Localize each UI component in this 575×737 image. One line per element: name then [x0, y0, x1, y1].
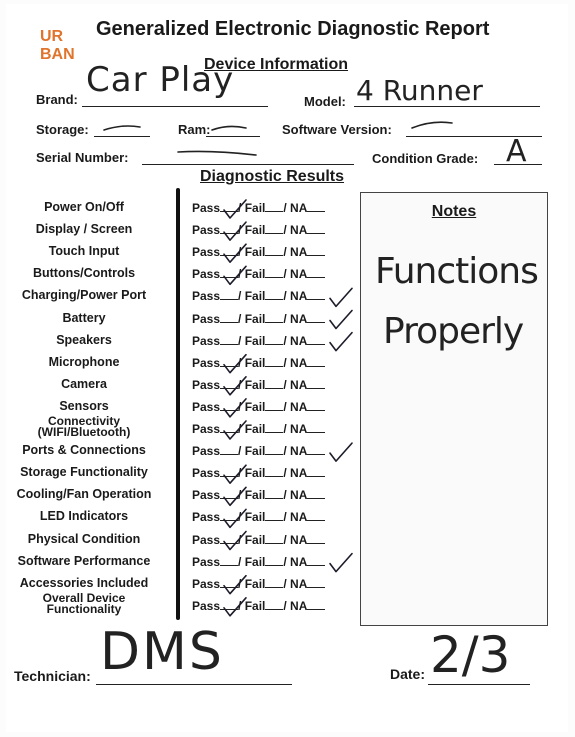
check-mark: [224, 487, 246, 505]
diag-item-label-line-1: Connectivity: [47, 414, 120, 428]
option-separator: /: [238, 554, 245, 569]
notes-heading: Notes: [431, 203, 477, 220]
option-pass-label[interactable]: Pass: [192, 598, 221, 613]
check-mark: [330, 554, 352, 572]
option-pass-label[interactable]: Pass: [192, 399, 221, 414]
option-separator: /: [283, 488, 291, 503]
check-mark: [224, 222, 246, 240]
option-fail-label[interactable]: Fail: [244, 444, 266, 459]
option-separator: /: [283, 444, 291, 459]
option-separator: /: [238, 289, 245, 304]
option-separator: /: [238, 245, 245, 260]
option-separator: /: [283, 201, 291, 215]
option-na-label[interactable]: NA: [290, 576, 308, 591]
option-na-label[interactable]: NA: [290, 201, 308, 215]
notes-line-1[interactable]: Functions: [375, 251, 538, 292]
option-pass-label[interactable]: Pass: [192, 201, 221, 215]
option-pass-label[interactable]: Pass: [192, 576, 221, 591]
option-separator: /: [238, 422, 245, 436]
option-fail-label[interactable]: Fail: [244, 576, 266, 591]
check-mark: [224, 532, 246, 550]
option-pass-label[interactable]: Pass: [192, 422, 221, 436]
serial-number-label: Serial Number:: [36, 150, 129, 165]
notes-line-2[interactable]: Properly: [383, 311, 524, 352]
option-separator: /: [283, 311, 291, 326]
model-label: Model:: [304, 94, 346, 109]
diag-item-label: Ports & Connections: [22, 443, 146, 458]
brand-label: Brand:: [36, 92, 78, 107]
option-separator: /: [283, 245, 291, 260]
check-mark: [224, 509, 246, 527]
option-na-label[interactable]: NA: [290, 267, 308, 282]
storage-label: Storage:: [36, 122, 89, 137]
option-fail-label[interactable]: Fail: [244, 532, 266, 547]
diag-item-label: Sensors: [59, 398, 109, 413]
report-title: Generalized Electronic Diagnostic Report: [96, 18, 490, 40]
option-na-label[interactable]: NA: [290, 399, 308, 414]
date-label: Date:: [390, 666, 426, 682]
option-pass-label[interactable]: Pass: [192, 554, 221, 569]
diag-item-label: Display / Screen: [35, 222, 133, 237]
option-fail-label[interactable]: Fail: [244, 488, 266, 503]
option-pass-label[interactable]: Pass: [192, 311, 221, 326]
check-mark: [224, 377, 246, 395]
option-separator: /: [283, 377, 291, 392]
option-fail-label[interactable]: Fail: [244, 355, 266, 370]
diag-item-label: Battery: [62, 310, 106, 325]
condition-grade-label: Condition Grade:: [372, 151, 479, 166]
option-separator: /: [238, 510, 245, 525]
option-fail-label[interactable]: Fail: [244, 311, 266, 326]
diagnostic-results-heading: Diagnostic Results: [200, 168, 345, 185]
condition-grade-value[interactable]: A: [506, 134, 527, 169]
diag-item-label: Camera: [61, 376, 107, 391]
option-separator: /: [283, 333, 291, 348]
option-separator: /: [238, 355, 245, 370]
diag-item-label: Microphone: [48, 354, 120, 369]
ram-label: Ram:: [178, 122, 211, 137]
diag-item-label: Power On/Off: [44, 200, 124, 214]
option-fail-label[interactable]: Fail: [244, 377, 266, 392]
option-separator: /: [283, 399, 291, 414]
check-mark: [330, 333, 352, 351]
option-separator: /: [238, 333, 245, 348]
option-fail-label[interactable]: Fail: [244, 267, 266, 282]
check-mark: [330, 311, 352, 329]
option-separator: /: [283, 267, 291, 282]
technician-value[interactable]: DMS: [100, 622, 224, 682]
option-na-label[interactable]: NA: [290, 466, 308, 481]
option-separator: /: [283, 466, 291, 481]
option-pass-label[interactable]: Pass: [192, 245, 221, 260]
check-mark: [224, 244, 246, 262]
logo-line-1: UR: [40, 28, 64, 45]
option-na-label[interactable]: NA: [290, 554, 308, 569]
option-na-label[interactable]: NA: [290, 422, 308, 436]
option-na-label[interactable]: NA: [290, 223, 308, 238]
diag-item-label: Touch Input: [48, 244, 120, 259]
option-pass-label[interactable]: Pass: [192, 267, 221, 282]
check-mark: [330, 288, 352, 306]
diag-item-label-line-1: Overall Device: [42, 590, 126, 605]
option-na-label[interactable]: NA: [290, 598, 308, 613]
diag-item-label: Accessories Included: [19, 575, 149, 590]
option-na-label[interactable]: NA: [290, 311, 308, 326]
option-fail-label[interactable]: Fail: [244, 223, 266, 238]
diag-item-label: Buttons/Controls: [32, 266, 136, 281]
blank-dash-mark: [178, 151, 256, 155]
option-fail-label[interactable]: Fail: [244, 510, 266, 525]
diag-item-label: Physical Condition: [27, 531, 141, 546]
option-pass-label[interactable]: Pass: [192, 510, 221, 525]
check-mark: [224, 576, 246, 594]
check-mark: [224, 200, 246, 218]
option-separator: /: [283, 223, 291, 238]
diag-item-label: Speakers: [56, 332, 112, 347]
check-mark: [224, 355, 246, 373]
option-separator: /: [283, 355, 291, 370]
option-pass-label[interactable]: Pass: [192, 355, 221, 370]
option-pass-label[interactable]: Pass: [192, 289, 221, 304]
check-mark: [224, 266, 246, 284]
option-fail-label[interactable]: Fail: [244, 289, 266, 304]
option-fail-label[interactable]: Fail: [244, 399, 266, 414]
option-separator: /: [238, 488, 245, 503]
option-separator: /: [238, 311, 245, 326]
option-pass-label[interactable]: Pass: [192, 333, 221, 348]
check-mark: [224, 399, 246, 417]
option-separator: /: [283, 422, 291, 436]
option-separator: /: [283, 598, 291, 613]
logo-line-2: BAN: [40, 46, 75, 63]
diag-item-label-line-2: Functionality: [46, 601, 122, 616]
check-mark: [224, 598, 246, 616]
option-separator: /: [238, 444, 245, 459]
option-separator: /: [283, 289, 291, 304]
option-fail-label[interactable]: Fail: [244, 554, 266, 569]
option-separator: /: [238, 377, 245, 392]
diag-item-label: LED Indicators: [39, 509, 129, 524]
option-separator: /: [238, 532, 245, 547]
option-na-label[interactable]: NA: [290, 245, 308, 260]
diag-item-label: Charging/Power Port: [21, 288, 147, 303]
check-mark: [224, 421, 246, 439]
option-separator: /: [283, 576, 291, 591]
option-separator: /: [238, 399, 245, 414]
option-separator: /: [238, 201, 245, 215]
option-pass-label[interactable]: Pass: [192, 466, 221, 481]
option-fail-label[interactable]: Fail: [244, 422, 266, 436]
brand-value[interactable]: Car Play: [86, 60, 235, 100]
date-value[interactable]: 2/3: [430, 626, 511, 684]
option-na-label[interactable]: NA: [290, 355, 308, 370]
option-fail-label[interactable]: Fail: [244, 333, 266, 348]
option-na-label[interactable]: NA: [290, 488, 308, 503]
option-separator: /: [238, 223, 245, 238]
option-pass-label[interactable]: Pass: [192, 377, 221, 392]
option-na-label[interactable]: NA: [290, 444, 308, 459]
blank-dash-mark: [104, 126, 140, 130]
option-pass-label[interactable]: Pass: [192, 223, 221, 238]
option-pass-label[interactable]: Pass: [192, 532, 221, 547]
blank-dash-mark: [212, 126, 246, 130]
blank-dash-mark: [412, 122, 452, 128]
diag-item-label: Storage Functionality: [20, 465, 148, 480]
option-na-label[interactable]: NA: [290, 510, 308, 525]
option-separator: /: [238, 598, 245, 613]
model-value[interactable]: 4 Runner: [356, 74, 483, 107]
check-mark: [330, 443, 352, 461]
option-separator: /: [238, 466, 245, 481]
option-separator: /: [283, 510, 291, 525]
option-separator: /: [283, 554, 291, 569]
option-na-label[interactable]: NA: [290, 333, 308, 348]
option-fail-label[interactable]: Fail: [244, 466, 266, 481]
option-separator: /: [238, 576, 245, 591]
diag-item-label-line-2: (WIFI/Bluetooth): [37, 425, 131, 439]
option-na-label[interactable]: NA: [290, 377, 308, 392]
technician-label: Technician:: [14, 668, 91, 684]
option-na-label[interactable]: NA: [290, 532, 308, 547]
diag-item-label: Cooling/Fan Operation: [16, 487, 152, 502]
option-fail-label[interactable]: Fail: [244, 245, 266, 260]
option-pass-label[interactable]: Pass: [192, 444, 221, 459]
option-na-label[interactable]: NA: [290, 289, 308, 304]
device-info-heading: Device Information: [204, 56, 349, 73]
option-separator: /: [283, 532, 291, 547]
option-fail-label[interactable]: Fail: [244, 598, 266, 613]
option-pass-label[interactable]: Pass: [192, 488, 221, 503]
software-version-label: Software Version:: [282, 122, 392, 137]
diag-item-label: Software Performance: [17, 553, 151, 568]
option-fail-label[interactable]: Fail: [244, 201, 266, 215]
check-mark: [224, 465, 246, 483]
option-separator: /: [238, 267, 245, 282]
